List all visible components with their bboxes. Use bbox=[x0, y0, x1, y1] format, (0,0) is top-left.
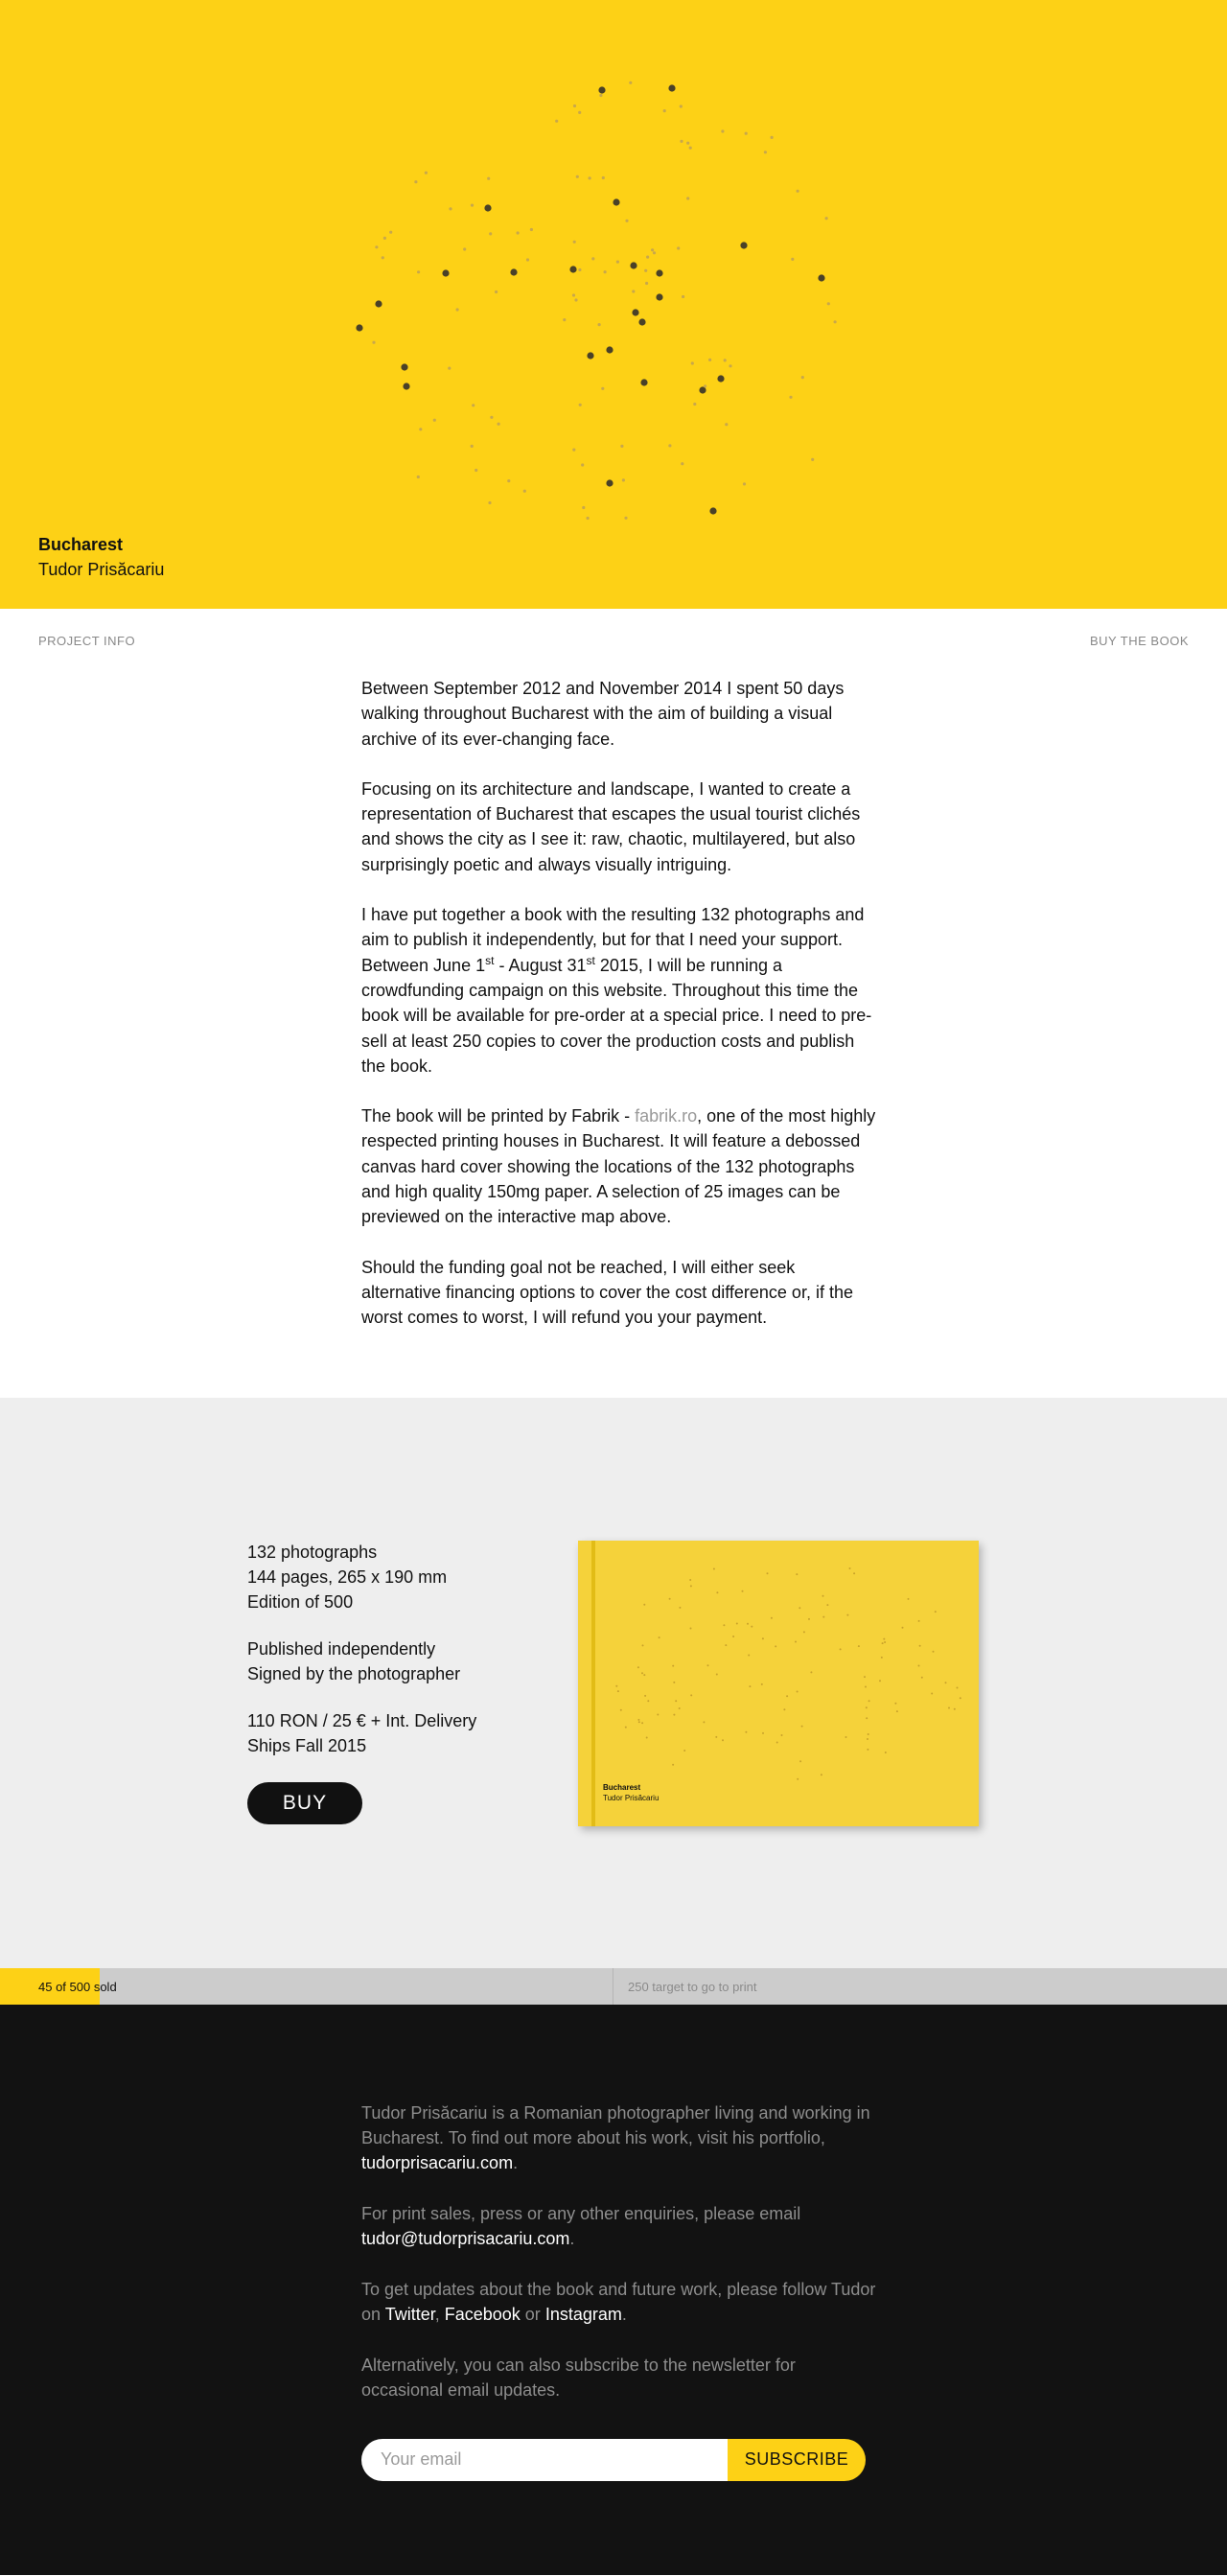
photo-location-dot[interactable] bbox=[403, 383, 409, 389]
faint-location-dot bbox=[488, 501, 491, 504]
cover-dot bbox=[716, 1591, 718, 1593]
intro-paragraph: I have put together a book with the resulting 132 photographs and aim to publish it independently, but for that I need your support. Between June 1st - August 31st 2015, I will be running a crowdfunding campaign on this website. Throughout this time the book will be available for pre-order at a special price. I need to pre-sell at least 250 copies to cover the production costs and publish the book. bbox=[361, 905, 872, 1076]
faint-location-dot bbox=[602, 176, 605, 179]
cover-dot bbox=[867, 1738, 868, 1740]
cover-dot bbox=[776, 1741, 778, 1743]
faint-location-dot bbox=[827, 302, 830, 305]
faint-location-dot bbox=[563, 318, 566, 321]
faint-location-dot bbox=[382, 256, 384, 259]
faint-location-dot bbox=[589, 176, 591, 179]
sales-progress-bar bbox=[0, 1968, 1227, 2005]
faint-location-dot bbox=[490, 416, 493, 419]
cover-dot bbox=[646, 1736, 648, 1738]
cover-dot bbox=[767, 1572, 769, 1574]
faint-location-dot bbox=[745, 132, 748, 135]
faint-location-dot bbox=[601, 387, 604, 390]
book-spine bbox=[591, 1541, 595, 1826]
faint-location-dot bbox=[771, 136, 774, 139]
cover-dot bbox=[797, 1690, 799, 1692]
cover-dot bbox=[931, 1692, 933, 1694]
photo-location-dot[interactable] bbox=[606, 346, 613, 353]
cover-dot bbox=[643, 1603, 645, 1605]
cover-dot bbox=[945, 1682, 947, 1683]
cover-dot bbox=[799, 1607, 800, 1609]
cover-dot bbox=[885, 1752, 887, 1753]
photo-location-dot[interactable] bbox=[484, 204, 491, 211]
intro-paragraph: Between September 2012 and November 2014 I spent 50 days walking throughout Bucharest with the aim of building a visual archive of its ever-changing face. bbox=[361, 679, 845, 749]
photo-location-dot[interactable] bbox=[442, 269, 449, 276]
cover-dot bbox=[762, 1731, 764, 1733]
faint-location-dot bbox=[620, 445, 623, 448]
fabrik-link[interactable]: fabrik.ro bbox=[635, 1106, 698, 1126]
faint-location-dot bbox=[417, 270, 420, 273]
cover-dot bbox=[866, 1706, 868, 1708]
faint-location-dot bbox=[489, 232, 492, 235]
cover-dot bbox=[748, 1654, 750, 1656]
faint-location-dot bbox=[573, 104, 576, 107]
faint-location-dot bbox=[417, 476, 420, 478]
photo-location-dot[interactable] bbox=[510, 268, 517, 275]
cover-dot bbox=[803, 1631, 805, 1633]
cover-dot bbox=[822, 1594, 824, 1596]
faint-location-dot bbox=[555, 120, 558, 123]
cover-dot bbox=[918, 1664, 920, 1666]
faint-location-dot bbox=[526, 258, 529, 261]
cover-dot bbox=[749, 1685, 751, 1687]
hero-map bbox=[0, 0, 1227, 609]
cover-dot bbox=[643, 1674, 645, 1676]
cover-dot bbox=[781, 1734, 783, 1736]
cover-dot bbox=[879, 1680, 881, 1682]
faint-location-dot bbox=[599, 94, 602, 97]
cover-dot bbox=[866, 1717, 868, 1719]
cover-dot bbox=[715, 1735, 717, 1737]
photo-location-dot[interactable] bbox=[630, 262, 637, 268]
contact-text: For print sales, press or any other enquiries, please email tudor@tudorprisacariu.com. bbox=[361, 2203, 801, 2248]
cover-dot bbox=[762, 1637, 764, 1639]
faint-location-dot bbox=[686, 197, 689, 199]
cover-dot bbox=[761, 1683, 763, 1684]
faint-location-dot bbox=[708, 359, 711, 361]
cover-dot bbox=[707, 1664, 709, 1666]
cover-dot bbox=[615, 1684, 617, 1686]
faint-location-dot bbox=[629, 81, 632, 84]
faint-location-dot bbox=[523, 490, 526, 493]
faint-location-dot bbox=[471, 445, 474, 448]
cover-dot bbox=[638, 1721, 640, 1723]
faint-location-dot bbox=[646, 256, 649, 259]
cover-dot bbox=[690, 1585, 692, 1587]
cover-dot bbox=[948, 1706, 950, 1708]
faint-location-dot bbox=[581, 463, 584, 466]
photo-location-dot[interactable] bbox=[717, 375, 724, 382]
faint-location-dot bbox=[680, 140, 683, 143]
faint-location-dot bbox=[579, 404, 582, 406]
cover-dot bbox=[884, 1641, 886, 1643]
cover-title: Bucharest bbox=[603, 1782, 641, 1792]
cover-dot bbox=[882, 1642, 884, 1644]
cover-dot bbox=[881, 1656, 883, 1658]
faint-location-dot bbox=[475, 469, 477, 472]
cover-dot bbox=[919, 1644, 921, 1646]
cover-dot bbox=[853, 1572, 855, 1574]
faint-location-dot bbox=[681, 462, 683, 465]
cover-dot bbox=[751, 1625, 752, 1627]
photo-location-dot[interactable] bbox=[375, 300, 382, 307]
faint-location-dot bbox=[372, 341, 375, 344]
cover-dot bbox=[826, 1604, 828, 1606]
cover-dot bbox=[868, 1700, 870, 1702]
spec-line: Signed by the photographer bbox=[247, 1663, 461, 1683]
cover-dot bbox=[786, 1695, 788, 1697]
facebook-link[interactable]: Facebook bbox=[444, 2304, 521, 2324]
faint-location-dot bbox=[449, 207, 451, 210]
cover-dot bbox=[647, 1700, 649, 1702]
cover-dot bbox=[918, 1619, 920, 1621]
faint-location-dot bbox=[587, 517, 590, 520]
project-info-link[interactable]: PROJECT INFO bbox=[38, 634, 136, 648]
spec-line: Published independently bbox=[247, 1638, 436, 1659]
spec-group bbox=[247, 1708, 476, 1758]
faint-location-dot bbox=[764, 151, 767, 153]
faint-location-dot bbox=[487, 177, 490, 180]
cover-dot bbox=[771, 1616, 773, 1618]
cover-dot bbox=[921, 1676, 923, 1678]
cover-dot bbox=[679, 1707, 681, 1709]
cover-dot bbox=[637, 1718, 639, 1720]
cover-dot bbox=[641, 1672, 643, 1674]
sold-count: 45 of 500 sold bbox=[38, 1979, 117, 1994]
faint-location-dot bbox=[495, 290, 498, 293]
book-details bbox=[0, 1398, 1227, 1968]
faint-location-dot bbox=[507, 479, 510, 482]
faint-location-dot bbox=[622, 478, 625, 481]
cover-dot bbox=[725, 1644, 727, 1646]
faint-location-dot bbox=[743, 482, 746, 485]
email-link[interactable]: tudor@tudorprisacariu.com bbox=[361, 2228, 570, 2248]
portfolio-link[interactable]: tudorprisacariu.com bbox=[361, 2152, 514, 2172]
faint-location-dot bbox=[572, 449, 575, 452]
cover-dot bbox=[868, 1733, 869, 1735]
photo-location-dot[interactable] bbox=[613, 198, 619, 205]
cover-dot bbox=[679, 1606, 681, 1608]
cover-dot bbox=[641, 1722, 643, 1724]
faint-location-dot bbox=[689, 147, 692, 150]
instagram-link[interactable]: Instagram bbox=[544, 2304, 622, 2324]
subscribe-button[interactable]: SUBSCRIBE bbox=[728, 2439, 866, 2481]
cover-dot bbox=[625, 1726, 627, 1728]
faint-location-dot bbox=[825, 217, 828, 220]
faint-location-dot bbox=[668, 444, 671, 447]
cover-dot bbox=[689, 1579, 691, 1581]
cover-dot bbox=[896, 1710, 898, 1712]
cover-author: Tudor Prisăcariu bbox=[603, 1793, 660, 1802]
faint-location-dot bbox=[414, 180, 417, 183]
faint-location-dot bbox=[471, 204, 474, 207]
cover-dot bbox=[849, 1567, 851, 1569]
faint-location-dot bbox=[389, 231, 392, 234]
faint-location-dot bbox=[573, 241, 576, 244]
faint-location-dot bbox=[653, 251, 656, 254]
cover-dot bbox=[675, 1700, 677, 1702]
photo-location-dot[interactable] bbox=[632, 309, 638, 315]
faint-location-dot bbox=[693, 403, 696, 406]
cover-dot bbox=[783, 1708, 785, 1710]
faint-location-dot bbox=[582, 506, 585, 509]
faint-location-dot bbox=[645, 282, 648, 285]
cover-dot bbox=[745, 1730, 747, 1732]
faint-location-dot bbox=[517, 231, 520, 234]
cover-dot bbox=[713, 1567, 715, 1569]
cover-dot bbox=[775, 1645, 776, 1647]
cover-dot bbox=[672, 1763, 674, 1765]
cover-text bbox=[603, 1782, 659, 1803]
faint-location-dot bbox=[625, 220, 628, 222]
spec-group bbox=[247, 1540, 476, 1614]
target-label: 250 target to go to print bbox=[628, 1979, 757, 1994]
cover-dot bbox=[822, 1615, 824, 1617]
faint-location-dot bbox=[651, 248, 654, 251]
project-description bbox=[361, 676, 879, 1398]
faint-location-dot bbox=[578, 111, 581, 114]
faint-location-dot bbox=[383, 237, 386, 240]
spec-line: 132 photographs bbox=[247, 1542, 378, 1562]
cover-dot bbox=[644, 1694, 646, 1696]
intro-paragraph: Focusing on its architecture and landscape, I wanted to create a representation of Bucharest that escapes the usual tourist clichés and shows the city as I see it: raw, chaotic, multilayered, but also surprisingly poetic and always visually intriguing. bbox=[361, 778, 861, 874]
spec-line: Edition of 500 bbox=[247, 1591, 354, 1612]
cover-dot bbox=[960, 1697, 961, 1699]
cover-dot bbox=[840, 1648, 842, 1650]
email-input[interactable] bbox=[361, 2439, 728, 2481]
cover-dot bbox=[617, 1690, 619, 1692]
cover-dot bbox=[957, 1686, 959, 1688]
photo-location-dot[interactable] bbox=[668, 84, 675, 91]
cover-dot bbox=[902, 1626, 904, 1628]
buy-button[interactable]: BUY bbox=[247, 1782, 362, 1824]
book-cover-image bbox=[578, 1541, 979, 1826]
cover-dot bbox=[801, 1725, 803, 1727]
hero-title-block bbox=[38, 532, 164, 582]
faint-location-dot bbox=[576, 175, 579, 178]
faint-location-dot bbox=[616, 261, 619, 264]
spec-line: Ships Fall 2015 bbox=[247, 1735, 367, 1755]
faint-location-dot bbox=[624, 517, 627, 520]
cover-dot bbox=[935, 1611, 937, 1613]
cover-dot bbox=[703, 1721, 705, 1723]
faint-location-dot bbox=[704, 384, 706, 387]
follow-text: To get updates about the book and future work, please follow Tudor on Twitter, Facebook or Instagram. bbox=[361, 2279, 876, 2324]
cover-dot bbox=[673, 1681, 675, 1683]
cover-dot bbox=[716, 1673, 718, 1675]
cover-dot bbox=[742, 1590, 744, 1591]
cover-dot bbox=[669, 1597, 671, 1599]
faint-location-dot bbox=[729, 364, 731, 367]
cover-dot bbox=[865, 1685, 867, 1687]
faint-location-dot bbox=[574, 298, 577, 301]
cover-dot bbox=[858, 1645, 860, 1647]
newsletter-form bbox=[361, 2439, 866, 2481]
cover-dot bbox=[821, 1774, 822, 1775]
faint-location-dot bbox=[791, 258, 794, 261]
faint-location-dot bbox=[578, 268, 581, 271]
cover-dot bbox=[795, 1640, 797, 1642]
cover-dot bbox=[796, 1573, 798, 1575]
photo-location-dot[interactable] bbox=[587, 352, 593, 359]
photo-location-dot[interactable] bbox=[709, 507, 716, 514]
spec-line: 110 RON / 25 € + Int. Delivery bbox=[247, 1710, 477, 1730]
cover-dot bbox=[883, 1637, 885, 1639]
book-specs bbox=[247, 1540, 476, 1824]
cover-dot bbox=[747, 1622, 749, 1624]
cover-dot bbox=[722, 1739, 724, 1741]
photo-location-dot[interactable] bbox=[638, 318, 645, 325]
twitter-link[interactable]: Twitter bbox=[384, 2304, 435, 2324]
photo-location-dot[interactable] bbox=[656, 269, 662, 276]
faint-location-dot bbox=[677, 246, 680, 249]
faint-location-dot bbox=[801, 376, 804, 379]
faint-location-dot bbox=[598, 323, 601, 326]
photo-location-dot[interactable] bbox=[606, 479, 613, 486]
intro-paragraph: The book will be printed by Fabrik - fabrik.ro, one of the most highly respected printing houses in Bucharest. It will feature a debossed canvas hard cover showing the locations of the 132 photographs and high quality 150mg paper. A selection of 25 images can be previewed on the interactive map above. bbox=[361, 1106, 876, 1227]
book-author: Tudor Prisăcariu bbox=[38, 560, 165, 579]
cover-dot bbox=[799, 1760, 801, 1762]
cover-dot bbox=[659, 1636, 660, 1638]
faint-location-dot bbox=[644, 269, 647, 272]
photo-location-dot[interactable] bbox=[656, 293, 662, 300]
newsletter-text: Alternatively, you can also subscribe to the newsletter for occasional email updates. bbox=[361, 2355, 796, 2400]
intro-paragraph: Should the funding goal not be reached, I will either seek alternative financing options to cover the cost difference or, if the worst comes to worst, I will refund you your payment. bbox=[361, 1257, 853, 1328]
photo-location-dot[interactable] bbox=[401, 363, 407, 370]
faint-location-dot bbox=[375, 245, 378, 248]
faint-location-dot bbox=[572, 293, 575, 296]
cover-dot bbox=[620, 1708, 622, 1710]
faint-location-dot bbox=[530, 228, 533, 231]
spec-group bbox=[247, 1636, 476, 1686]
photo-location-dot[interactable] bbox=[640, 379, 647, 385]
cover-dot bbox=[637, 1666, 639, 1668]
faint-location-dot bbox=[725, 423, 728, 426]
bio-text: Tudor Prisăcariu is a Romanian photographer living and working in Bucharest. To find out more about his work, visit his portfolio, tudorprisacariu.com. bbox=[361, 2102, 870, 2172]
cover-dot bbox=[732, 1636, 734, 1637]
faint-location-dot bbox=[680, 104, 683, 107]
cover-dot bbox=[736, 1622, 738, 1624]
photo-location-dot[interactable] bbox=[356, 324, 362, 331]
faint-location-dot bbox=[463, 247, 466, 250]
cover-dot bbox=[954, 1707, 956, 1709]
faint-location-dot bbox=[472, 404, 475, 406]
faint-location-dot bbox=[419, 428, 422, 430]
cover-dot bbox=[690, 1694, 692, 1696]
faint-location-dot bbox=[797, 190, 799, 193]
faint-location-dot bbox=[456, 308, 459, 311]
spec-line: 144 pages, 265 x 190 mm bbox=[247, 1566, 448, 1587]
cover-dot bbox=[672, 1664, 674, 1666]
cover-dot bbox=[797, 1777, 799, 1779]
faint-location-dot bbox=[789, 396, 792, 399]
photo-location-dot[interactable] bbox=[598, 86, 605, 93]
buy-the-book-link[interactable]: BUY THE BOOK bbox=[1089, 634, 1189, 648]
cover-dot bbox=[908, 1597, 910, 1599]
cover-dot bbox=[867, 1748, 868, 1750]
cover-dot bbox=[690, 1627, 692, 1629]
footer bbox=[0, 2005, 1227, 2575]
photo-location-dot[interactable] bbox=[740, 242, 747, 248]
faint-location-dot bbox=[498, 423, 500, 426]
faint-location-dot bbox=[811, 458, 814, 461]
cover-dot bbox=[933, 1650, 935, 1652]
cover-dot bbox=[683, 1750, 685, 1752]
cover-dot bbox=[642, 1644, 644, 1646]
faint-location-dot bbox=[724, 359, 727, 361]
photo-location-dot[interactable] bbox=[569, 266, 576, 272]
cover-dot bbox=[673, 1713, 675, 1715]
faint-location-dot bbox=[663, 109, 666, 112]
photo-location-dot[interactable] bbox=[818, 274, 824, 281]
faint-location-dot bbox=[448, 367, 451, 370]
cover-dot bbox=[657, 1713, 659, 1715]
cover-dot bbox=[845, 1736, 847, 1738]
cover-dot bbox=[808, 1617, 810, 1619]
section-nav bbox=[0, 609, 1227, 676]
cover-dot bbox=[723, 1624, 725, 1626]
cover-dot bbox=[846, 1613, 848, 1615]
faint-location-dot bbox=[591, 257, 594, 260]
faint-location-dot bbox=[686, 142, 689, 145]
book-title: Bucharest bbox=[38, 535, 124, 554]
faint-location-dot bbox=[433, 419, 436, 422]
cover-dot bbox=[810, 1671, 812, 1673]
faint-location-dot bbox=[632, 290, 635, 292]
faint-location-dot bbox=[721, 129, 724, 132]
cover-dot bbox=[864, 1676, 866, 1678]
photo-location-map bbox=[0, 0, 1227, 609]
cover-dot bbox=[894, 1702, 896, 1704]
faint-location-dot bbox=[834, 320, 837, 323]
faint-location-dot bbox=[682, 295, 684, 298]
target-marker bbox=[613, 1968, 614, 2005]
faint-location-dot bbox=[425, 172, 428, 174]
faint-location-dot bbox=[691, 361, 694, 364]
faint-location-dot bbox=[604, 270, 607, 273]
